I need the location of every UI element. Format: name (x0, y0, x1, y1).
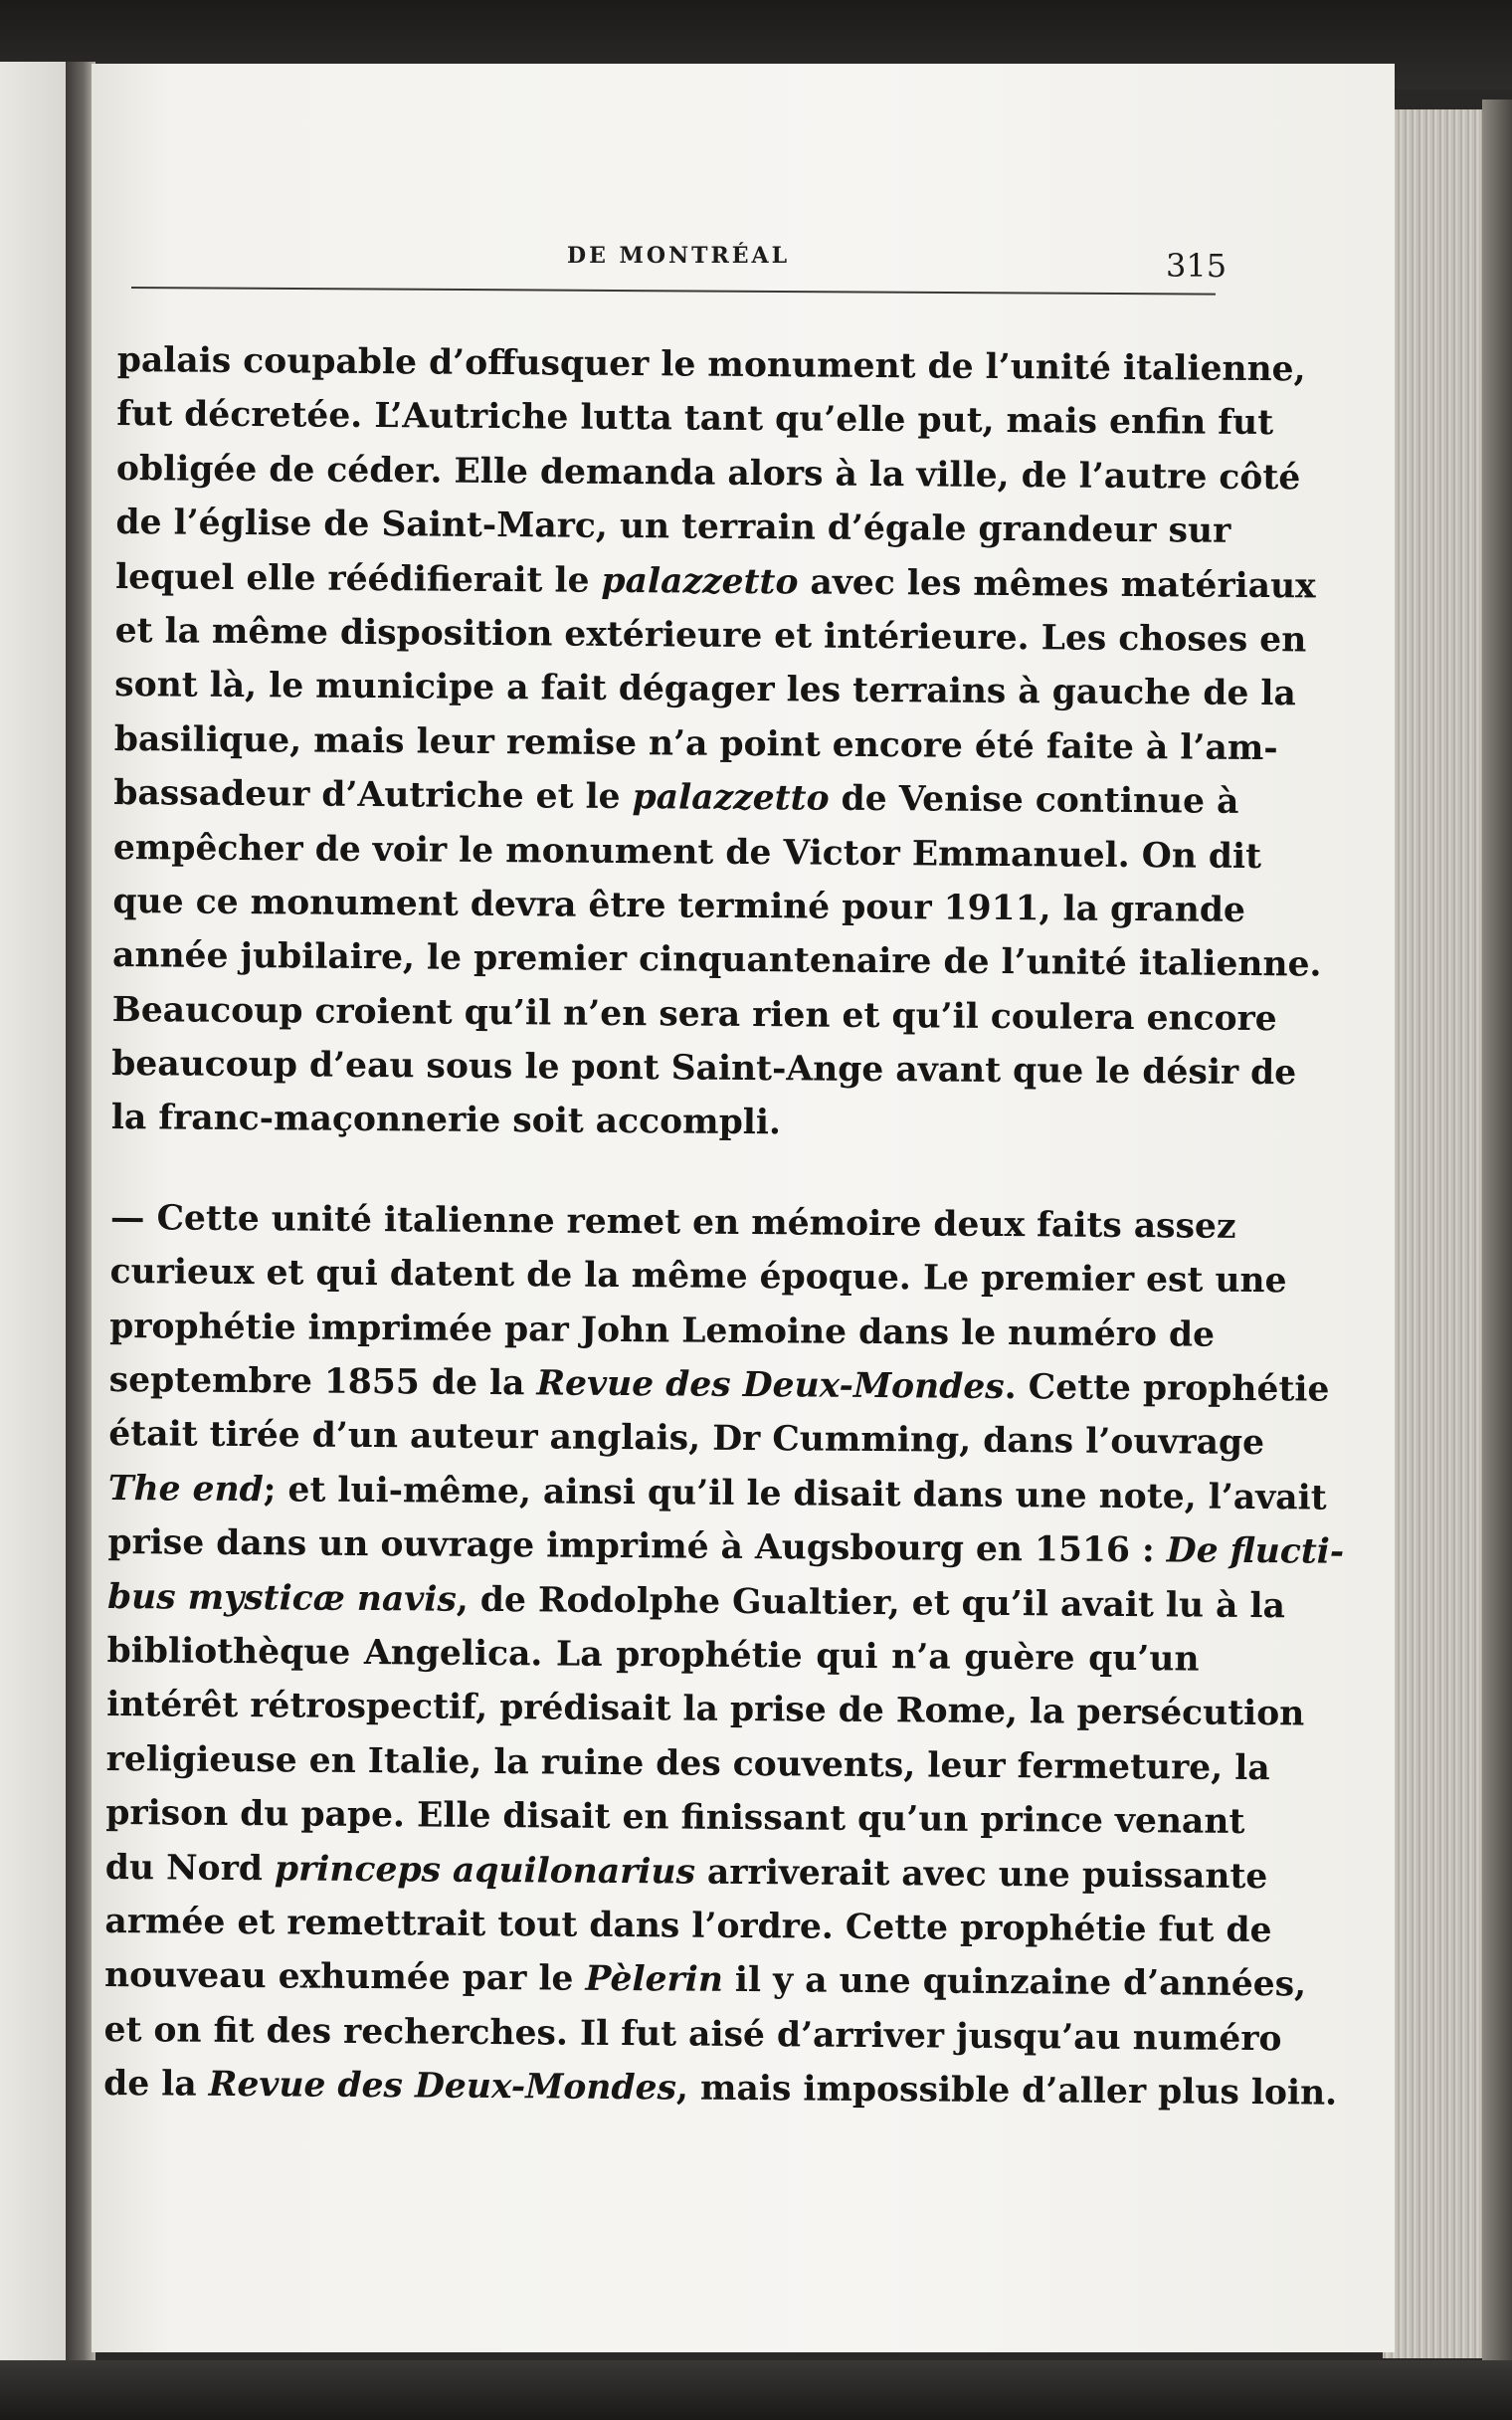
text-line (103, 2003, 1282, 2066)
text-line (112, 875, 1246, 937)
text-line (114, 604, 1307, 667)
text-line (103, 2057, 1338, 2119)
text-line (111, 1091, 1204, 1153)
text-run: ; et lui-même, ainsi qu’il le disait dans une note, l’avait (263, 1470, 1327, 1518)
paragraph (103, 1191, 1345, 2119)
text-run: palais coupable d’offusquer le monument de l’unité italienne, (116, 339, 1306, 390)
text-run: avec les mêmes matériaux (798, 561, 1316, 607)
text-run: nouveau exhumée par le (103, 1955, 586, 2000)
text-line (113, 766, 1239, 829)
text-line (111, 928, 1322, 991)
text-run: basilique, mais leur remise n’a point encore été faite à l’am- (113, 718, 1278, 768)
text-run: et la même disposition extérieure et intérieure. Les choses en (114, 610, 1307, 661)
text-run: fut décretée. L’Autriche lutta tant qu’elle put, mais enfin fut (116, 394, 1274, 444)
text-line (107, 1515, 1345, 1578)
text-line (106, 1678, 1305, 1740)
text-line (108, 1353, 1330, 1416)
running-head: DE MONTRÉAL (567, 243, 791, 269)
text-run: religieuse en Italie, la ruine des couvents, leur fermeture, la (105, 1738, 1270, 1788)
text-line (109, 1245, 1287, 1308)
text-run: et on fit des recherches. Il fut aisé d’arriver jusqu’au numéro (103, 2009, 1282, 2059)
text-run: intérêt rétrospectif, prédisait la prise de Rome, la persécution (106, 1685, 1305, 1734)
text-line (116, 333, 1306, 396)
text-line (106, 1570, 1286, 1633)
text-run: curieux et qui datent de la même époque. Le premier est une (109, 1252, 1287, 1302)
italic-text: Pèlerin (585, 1959, 724, 2001)
text-line (114, 550, 1316, 613)
text-line (115, 442, 1301, 504)
text-run: beaucoup d’eau sous le pont Saint-Ange avant que le désir de (111, 1044, 1297, 1094)
text-run: sont là, le municipe a fait dégager les terrains à gauche de la (114, 665, 1296, 714)
text-run: septembre 1855 de la (108, 1359, 537, 1404)
text-run: prise dans un ouvrage imprimé à Augsbourg en 1516 : (107, 1522, 1167, 1571)
text-line (111, 983, 1277, 1046)
text-line (116, 387, 1274, 450)
italic-text: Revue des Deux-Mondes (536, 1363, 1005, 1408)
page-number: 315 (1166, 247, 1228, 285)
italic-text: De flucti- (1166, 1530, 1345, 1572)
text-line (108, 1407, 1265, 1470)
italic-text: bus mysticæ navis (106, 1576, 458, 1620)
facing-page-edge (0, 62, 72, 2360)
text-line (103, 1948, 1307, 2011)
text-run: empêcher de voir le monument de Victor Emmanuel. On dit (112, 827, 1262, 877)
text-run: bassadeur d’Autriche et le (113, 773, 633, 818)
text-line (115, 496, 1231, 558)
text-line (105, 1732, 1270, 1795)
text-line (109, 1300, 1216, 1362)
text-run: arriverait avec une puissante (694, 1852, 1268, 1897)
text-run: de l’église de Saint-Marc, un terrain d’égale grandeur sur (115, 503, 1231, 551)
text-run: , mais impossible d’aller plus loin. (675, 2068, 1338, 2114)
text-line (104, 1841, 1268, 1904)
bottom-shadow (0, 2360, 1512, 2420)
text-run: il y a une quinzaine d’années, (722, 1960, 1307, 2005)
text-run: armée et remettrait tout dans l’ordre. Cette prophétie fut de (104, 1901, 1272, 1951)
text-run: lequel elle réédifierait le (114, 556, 602, 601)
italic-text: The end (107, 1468, 264, 1511)
text-line (112, 821, 1262, 884)
italic-text: palazzetto (601, 560, 799, 602)
text-run: était tirée d’un auteur anglais, Dr Cumming, dans l’ouvrage (108, 1414, 1265, 1464)
text-line (106, 1624, 1199, 1687)
text-run: que ce monument devra être terminé pour 1911, la grande (112, 881, 1246, 930)
text-run: obligée de céder. Elle demanda alors à la ville, de l’autre côté (115, 448, 1301, 499)
text-run: Beaucoup croient qu’il n’en sera rien et qu’il coulera encore (111, 989, 1277, 1039)
text-run: de la (103, 2064, 209, 2105)
text-run: la franc-maçonnerie soit accompli. (110, 1098, 782, 1143)
text-run: . Cette prophétie (1004, 1367, 1330, 1410)
text-run: , de Rodolphe Gualtier, et qu’il avait lu à la (456, 1579, 1286, 1626)
italic-text: princeps aquilonarius (274, 1848, 696, 1893)
text-line (104, 1895, 1272, 1957)
text-run: prison du pape. Elle disait en finissant qu’un prince venant (105, 1793, 1245, 1843)
text-line (109, 1191, 1236, 1254)
body-text (103, 333, 1345, 2119)
text-run: bibliothèque Angelica. La prophétie qui n’a guère qu’un (106, 1630, 1200, 1680)
text-run: du Nord (104, 1847, 276, 1889)
text-run: — Cette unité italienne remet en mémoire deux faits assez (109, 1197, 1236, 1247)
paragraph (110, 333, 1322, 1153)
text-run: année jubilaire, le premier cinquantenaire de l’unité italienne. (111, 935, 1322, 985)
text-line (113, 712, 1278, 775)
text-run: prophétie imprimée par John Lemoine dans le numéro de (109, 1306, 1216, 1355)
italic-text: palazzetto (632, 777, 830, 819)
italic-text: Revue des Deux-Mondes (208, 2064, 677, 2109)
text-run: de Venise continue à (829, 778, 1239, 822)
text-line (107, 1462, 1327, 1524)
text-line (114, 658, 1296, 720)
page-block-shadow (1482, 100, 1512, 2368)
text-line (111, 1037, 1297, 1100)
text-line (105, 1786, 1245, 1849)
